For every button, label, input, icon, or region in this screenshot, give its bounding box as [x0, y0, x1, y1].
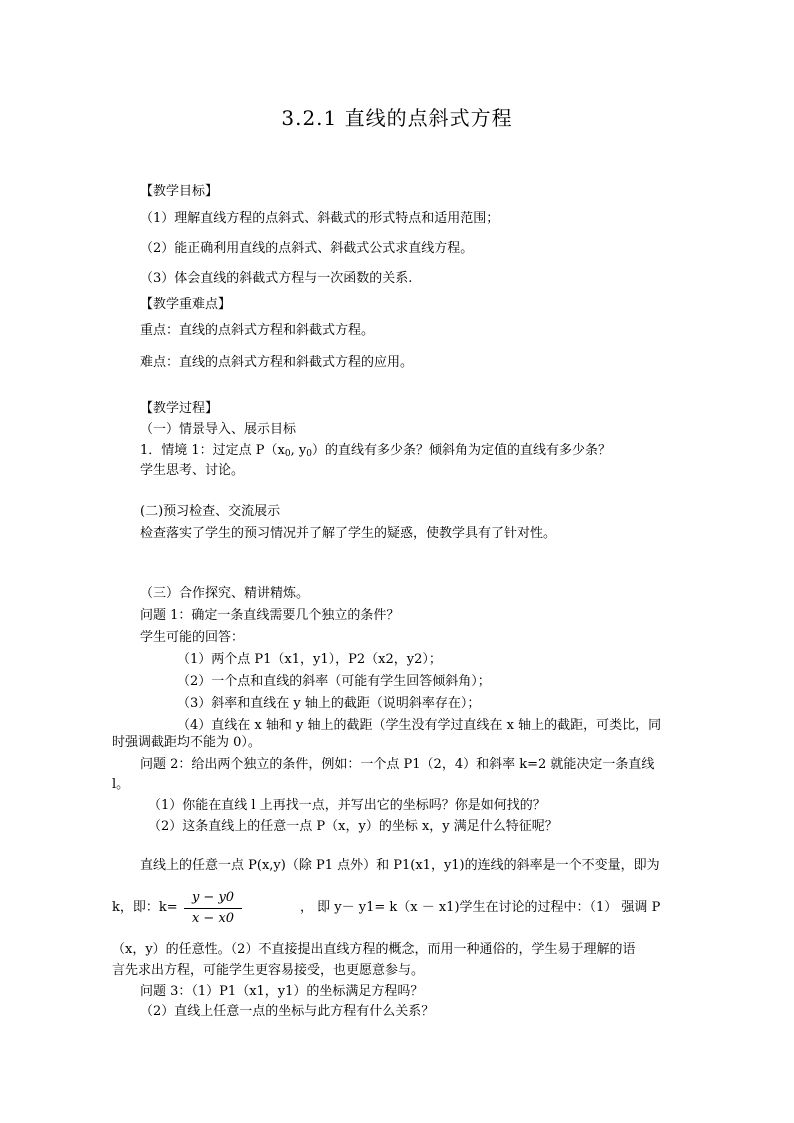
scenario-1-response: 学生思考、讨论。	[140, 463, 245, 478]
paragraph-line-2-right: ， 即 y－ y1= k（x － x1)学生在讨论的过程中：（1） 强调 P	[300, 900, 661, 915]
section-3-heading: （三）合作探究、精讲精炼。	[140, 586, 310, 601]
page-title: 3.2.1 直线的点斜式方程	[281, 106, 513, 130]
question-2-part-2: （2）这条直线上的任意一点 P（x，y）的坐标 x，y 满足什么特征呢？	[148, 819, 558, 834]
fraction-numerator: y − y0	[191, 890, 235, 905]
fraction-denominator: x − x0	[191, 911, 235, 926]
goal-item-1: （1）理解直线方程的点斜式、斜截式的形式特点和适用范围；	[140, 211, 500, 226]
heading-teaching-goals: 【教学目标】	[140, 184, 219, 199]
subscript: 0	[306, 449, 312, 459]
key-point: 重点：直线的点斜式方程和斜截式方程。	[140, 323, 375, 338]
question-3-part-2: （2）直线上任意一点的坐标与此方程有什么关系？	[140, 1004, 435, 1019]
answer-2: （2）一个点和直线的斜率（可能有学生回答倾斜角）；	[177, 674, 491, 689]
paragraph-line-4: 言先求出方程，可能学生更容易接受，也更愿意参与。	[112, 963, 425, 978]
question-1: 问题 1：确定一条直线需要几个独立的条件？	[140, 608, 400, 623]
answers-heading: 学生可能的回答：	[140, 630, 245, 645]
answer-1: （1）两个点 P1（x1，y1），P2（x2，y2）；	[177, 652, 442, 667]
section-1-heading: （一）情景导入、展示目标	[140, 422, 297, 437]
question-2: 问题 2：给出两个独立的条件，例如：一个点 P1（2，4）和斜率 k=2 就能决定一条直线	[140, 757, 655, 772]
subscript: 0	[284, 449, 291, 459]
answer-3: （3）斜率和直线在 y 轴上的截距（说明斜率存在）；	[177, 696, 481, 711]
question-2-continued: l。	[112, 777, 130, 792]
section-2-text: 检查落实了学生的预习情况并了解了学生的疑惑，使教学具有了针对性。	[140, 526, 557, 541]
question-3: 问题 3：（1）P1（x1，y1）的坐标满足方程吗？	[140, 984, 424, 999]
scenario-1-text-c: ）的直线有多少条？倾斜角为定值的直线有多少条？	[311, 443, 611, 458]
scenario-1	[140, 443, 611, 459]
answer-4-continued: 时强调截距均不能为 0）。	[112, 735, 261, 750]
answer-4: （4）直线在 x 轴和 y 轴上的截距（学生没有学过直线在 x 轴上的截距，可类比，同	[177, 718, 662, 733]
heading-key-points: 【教学重难点】	[140, 297, 232, 312]
slope-fraction	[182, 890, 244, 927]
paragraph-line-3: （x，y）的任意性。（2）不直接提出直线方程的概念，而用一种通俗的，学生易于理解的语	[112, 942, 636, 957]
scenario-1-text-a: 1．情境 1：过定点 P（x	[140, 443, 285, 458]
paragraph-line-1: 直线上的任意一点 P(x,y)（除 P1 点外）和 P1(x1，y1)的连线的斜率是一个不变量，即为	[140, 858, 660, 873]
goal-item-2: （2）能正确利用直线的点斜式、斜截式公式求直线方程。	[140, 241, 474, 256]
paragraph-line-2-left: k，即：k=	[112, 900, 178, 915]
difficult-point: 难点：直线的点斜式方程和斜截式方程的应用。	[140, 355, 414, 370]
goal-item-3: （3）体会直线的斜截式方程与一次函数的关系.	[140, 271, 413, 286]
heading-teaching-process: 【教学过程】	[140, 401, 219, 416]
section-2-heading: (二)预习检查、交流展示	[140, 504, 281, 519]
question-2-part-1: （1）你能在直线 l 上再找一点，并写出它的坐标吗？你是如何找的？	[148, 798, 546, 813]
scenario-1-text-b: , y	[290, 443, 307, 458]
